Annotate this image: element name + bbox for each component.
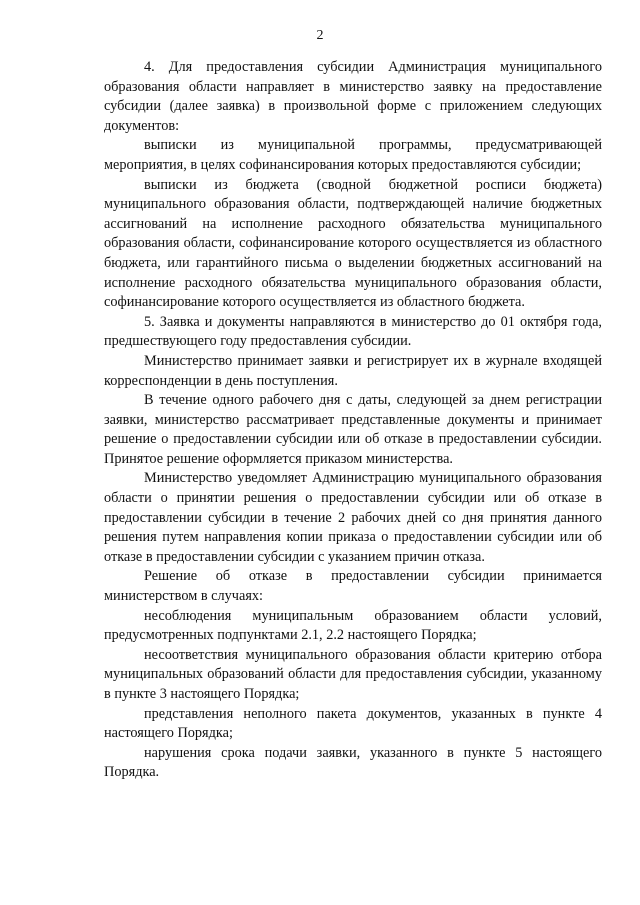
paragraph-refusal-deadline: нарушения срока подачи заявки, указанного в пункте 5 настоящего Порядка. xyxy=(104,744,602,781)
paragraph-program-extract: выписки из муниципальной программы, предусматривающей мероприятия, в целях софинансирования которых предоставляются субсидии; xyxy=(104,137,602,173)
paragraph-review: В течение одного рабочего дня с даты, следующей за днем регистрации заявки, министерство рассматривает представленные документы и принимает решение о предоставлении субсидии или об отказе в предоставлении субсидии. Принятое решение оформляется приказом министерства. xyxy=(104,392,602,467)
paragraph-notification: Министерство уведомляет Администрацию муниципального образования области о принятии решения о предоставлении субсидии или об отказе в предоставлении субсидии в течение 2 рабочих дней со дня принятия данного решения путем направления копии приказа о предоставлении субсидии или об отказе в предоставлении субсидии с указанием причин отказа. xyxy=(104,470,602,565)
paragraph-item-5: 5. Заявка и документы направляются в министерство до 01 октября года, предшествующего году предоставления субсидии. xyxy=(104,313,602,350)
paragraph-refusal-conditions: несоблюдения муниципальным образованием области условий, предусмотренных подпунктами 2.1, 2.2 настоящего Порядка; xyxy=(104,607,602,644)
paragraph-item-4: 4. Для предоставления субсидии Администрация муниципального образования области направляет в министерство заявку на предоставление субсидии (далее заявка) в произвольной форме с приложением следующих документов: xyxy=(104,59,602,134)
paragraph-refusal-incomplete: представления неполного пакета документов, указанных в пункте 4 настоящего Порядка; xyxy=(104,705,602,742)
paragraph-refusal-criteria: несоответствия муниципального образования области критерию отбора муниципальных образований области для предоставления субсидии, указанному в пункте 3 настоящего Порядка; xyxy=(104,646,602,702)
document-body xyxy=(104,58,602,783)
paragraph-registration: Министерство принимает заявки и регистрирует их в журнале входящей корреспонденции в день поступления. xyxy=(104,352,602,389)
page-number: 2 xyxy=(316,28,324,43)
paragraph-budget-extract: выписки из бюджета (сводной бюджетной росписи бюджета) муниципального образования области, подтверждающей наличие бюджетных ассигнований на исполнение расходного обязательства муниципального образования области, софинансирование которого осуществляется из областного бюджета, или гарантийного письма о выделении бюджетных ассигнований на исполнение расходного обязательства муниципального образования области, софинансирование которого осуществляется из областного бюджета. xyxy=(104,176,602,311)
paragraph-refusal-intro: Решение об отказе в предоставлении субсидии принимается министерством в случаях: xyxy=(104,568,602,605)
